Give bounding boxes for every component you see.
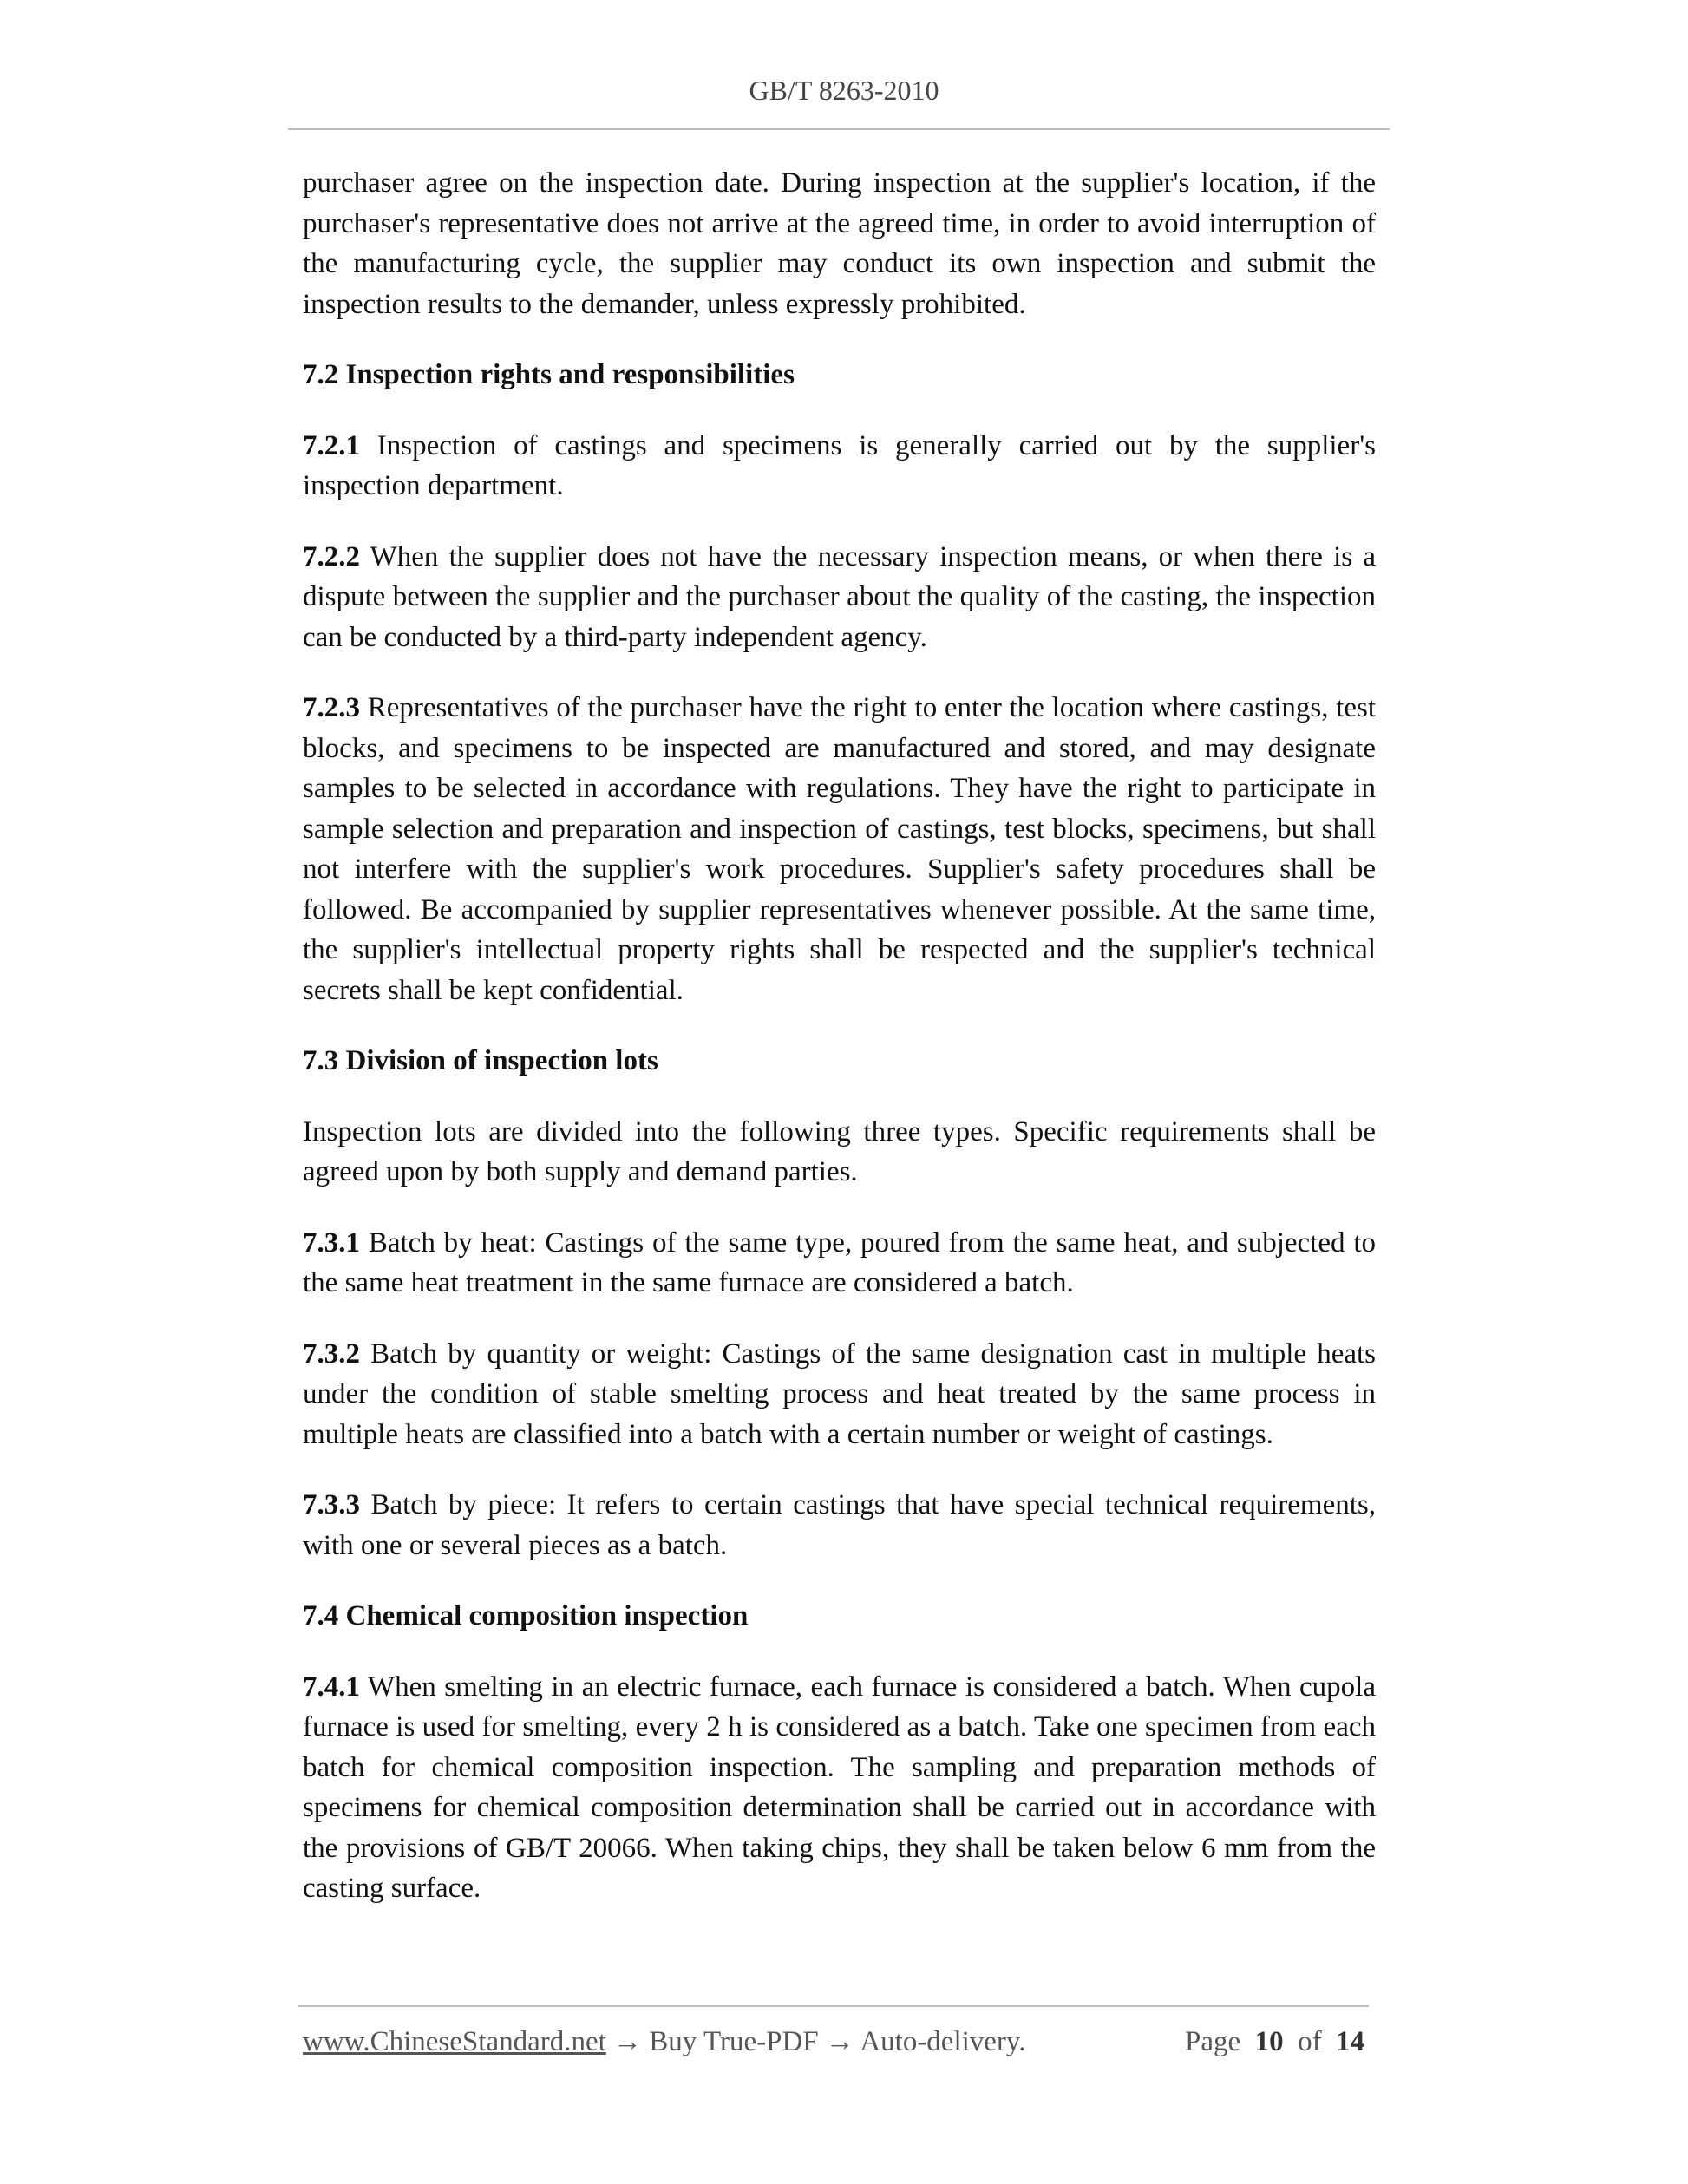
arrow-icon: →: [605, 2026, 650, 2057]
clause-7-2-1: [303, 426, 1376, 507]
clause-text: Batch by heat: Castings of the same type, poured from the same heat, and subjected to the same heat treatment in the same furnace are considered a batch.: [303, 1226, 1376, 1298]
auto-delivery-text: Auto-delivery.: [860, 2026, 1026, 2057]
clause-7-2-3: [303, 688, 1376, 1010]
section-heading-7-4: 7.4 Chemical composition inspection: [303, 1600, 749, 1631]
clause-text: Representatives of the purchaser have the right to enter the location where castings, test blocks, and specimens to be inspected are manufactured and stored, and may designate samples to be selected in accordance with regulations. They have the right to participate in sample selection and preparation and inspection of castings, test blocks, specimens, but shall not interfere with the supplier's work procedures. Supplier's safety procedures shall be followed. Be accompanied by supplier representatives whenever possible. At the same time, the supplier's intellectual property rights shall be respected and the supplier's technical secrets shall be kept confidential.: [303, 692, 1376, 1006]
clause-text: Inspection of castings and specimens is generally carried out by the supplier's inspection department.: [303, 429, 1376, 501]
page-current: 10: [1254, 2026, 1284, 2057]
footer-links: [303, 2026, 1026, 2058]
clause-text: Batch by piece: It refers to certain castings that have special technical requirements, with one or several pieces as a batch.: [303, 1489, 1376, 1561]
clause-text: Batch by quantity or weight: Castings of the same designation cast in multiple heats under the condition of stable smelting process and heat treated by the same process in multiple heats are classified into a batch with a certain number or weight of castings.: [303, 1337, 1376, 1450]
clause-7-4-1: [303, 1667, 1376, 1909]
clause-7-3-3: [303, 1485, 1376, 1566]
paragraph-intro: purchaser agree on the inspection date. During inspection at the supplier's location, if the purchaser's representative does not arrive at the agreed time, in order to avoid interruption of the manufacturing cycle, the supplier may conduct its own inspection and submit the inspection results to the demander, unless expressly prohibited.: [303, 167, 1376, 320]
section-heading-7-3: 7.3 Division of inspection lots: [303, 1045, 658, 1076]
clause-text: When the supplier does not have the necessary inspection means, or when there is a dispute between the supplier and the purchaser about the quality of the casting, the inspection can be conducted by a third-party independent agency.: [303, 540, 1376, 653]
clause-number: 7.3.1: [303, 1226, 360, 1259]
clause-7-3-1: [303, 1223, 1376, 1304]
clause-number: 7.4.1: [303, 1671, 360, 1703]
page-total: 14: [1336, 2026, 1365, 2057]
clause-number: 7.2.2: [303, 540, 360, 572]
document-body: [303, 163, 1376, 1939]
section-heading-7-2: 7.2 Inspection rights and responsibilities: [303, 359, 795, 390]
clause-number: 7.3.2: [303, 1337, 360, 1370]
paragraph-7-3: Inspection lots are divided into the following three types. Specific requirements shall be agreed upon by both supply and demand parties.: [303, 1115, 1376, 1187]
page-label: Page: [1185, 2026, 1241, 2057]
clause-number: 7.2.3: [303, 692, 360, 723]
header-divider: [288, 128, 1390, 130]
website-link[interactable]: www.ChineseStandard.net: [303, 2026, 606, 2057]
clause-7-2-2: [303, 537, 1376, 658]
arrow-icon: →: [818, 2026, 860, 2057]
clause-number: 7.3.3: [303, 1489, 360, 1520]
clause-number: 7.2.1: [303, 429, 360, 461]
document-header-title: GB/T 8263-2010: [749, 75, 939, 106]
page-number: [1185, 2026, 1364, 2058]
buy-pdf-text: Buy True-PDF: [649, 2026, 819, 2057]
clause-7-3-2: [303, 1334, 1376, 1455]
footer-divider: [298, 2005, 1369, 2007]
clause-text: When smelting in an electric furnace, each furnace is considered a batch. When cupola furnace is used for smelting, every 2 h is considered as a batch. Take one specimen from each batch for chemical composition inspection. The sampling and preparation methods of specimens for chemical composition determination shall be carried out in accordance with the provisions of GB/T 20066. When taking chips, they shall be taken below 6 mm from the casting surface.: [303, 1671, 1376, 1904]
of-label: of: [1298, 2026, 1322, 2057]
